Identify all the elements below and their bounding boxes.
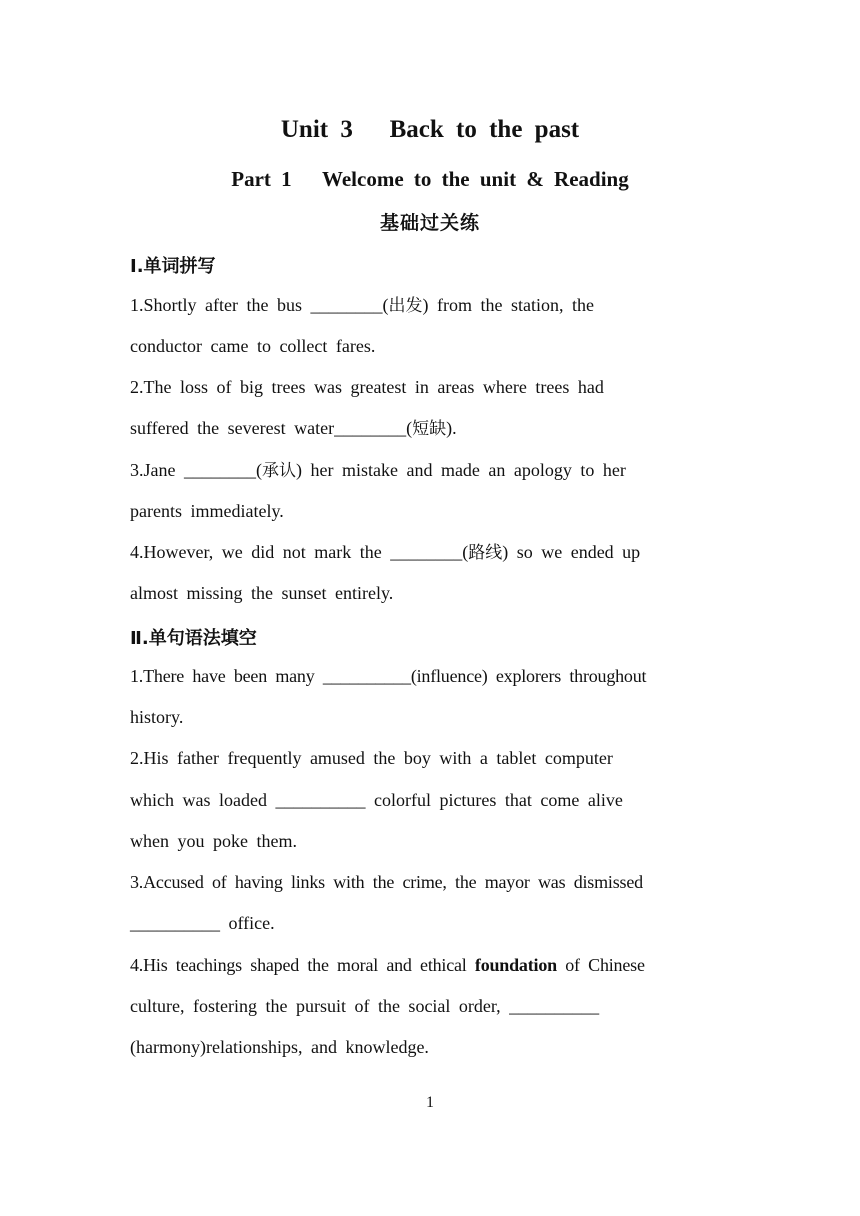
- section2-heading: Ⅱ.单句语法填空: [130, 628, 257, 649]
- part-title: Part 1 Welcome to the unit & Reading: [231, 167, 629, 191]
- bold-word-foundation: foundation: [474, 955, 557, 975]
- section1-heading: Ⅰ.单词拼写: [130, 256, 216, 277]
- s2-q4-line2: culture, fostering the pursuit of the social order, __________: [130, 996, 600, 1016]
- s2-q3-line2: __________ office.: [130, 913, 275, 933]
- s1-q1-line2: conductor came to collect fares.: [130, 336, 376, 356]
- s2-q1-line2: history.: [130, 707, 184, 727]
- s1-q1-line1: 1.Shortly after the bus ________(出发) from the station, the: [130, 295, 594, 316]
- s1-q4-line2: almost missing the sunset entirely.: [130, 583, 394, 603]
- s1-q3-line2: parents immediately.: [130, 501, 284, 521]
- s2-q2-line2: which was loaded __________ colorful pictures that come alive: [130, 790, 623, 810]
- s1-q2-line1: 2.The loss of big trees was greatest in areas where trees had: [130, 377, 604, 397]
- s2-q3-line1: 3.Accused of having links with the crime, the mayor was dismissed: [130, 872, 643, 892]
- s2-q4-line1: 4.His teachings shaped the moral and ethical foundation of Chinese: [130, 955, 645, 975]
- s2-q4-line3: (harmony)relationships, and knowledge.: [130, 1037, 429, 1057]
- s1-q4-line1: 4.However, we did not mark the ________(路线) so we ended up: [130, 542, 641, 563]
- s2-q2-line1: 2.His father frequently amused the boy with a tablet computer: [130, 748, 613, 768]
- s1-q3-line1: 3.Jane ________(承认) her mistake and made an apology to her: [130, 460, 626, 481]
- section-subtitle: 基础过关练: [379, 212, 480, 234]
- s2-q2-line3: when you poke them.: [130, 831, 297, 851]
- page-number: 1: [426, 1094, 434, 1111]
- s2-q1-line1: 1.There have been many __________(influence) explorers throughout: [130, 666, 647, 686]
- unit-title: Unit 3 Back to the past: [280, 116, 580, 143]
- s1-q2-line2: suffered the severest water________(短缺).: [130, 418, 457, 439]
